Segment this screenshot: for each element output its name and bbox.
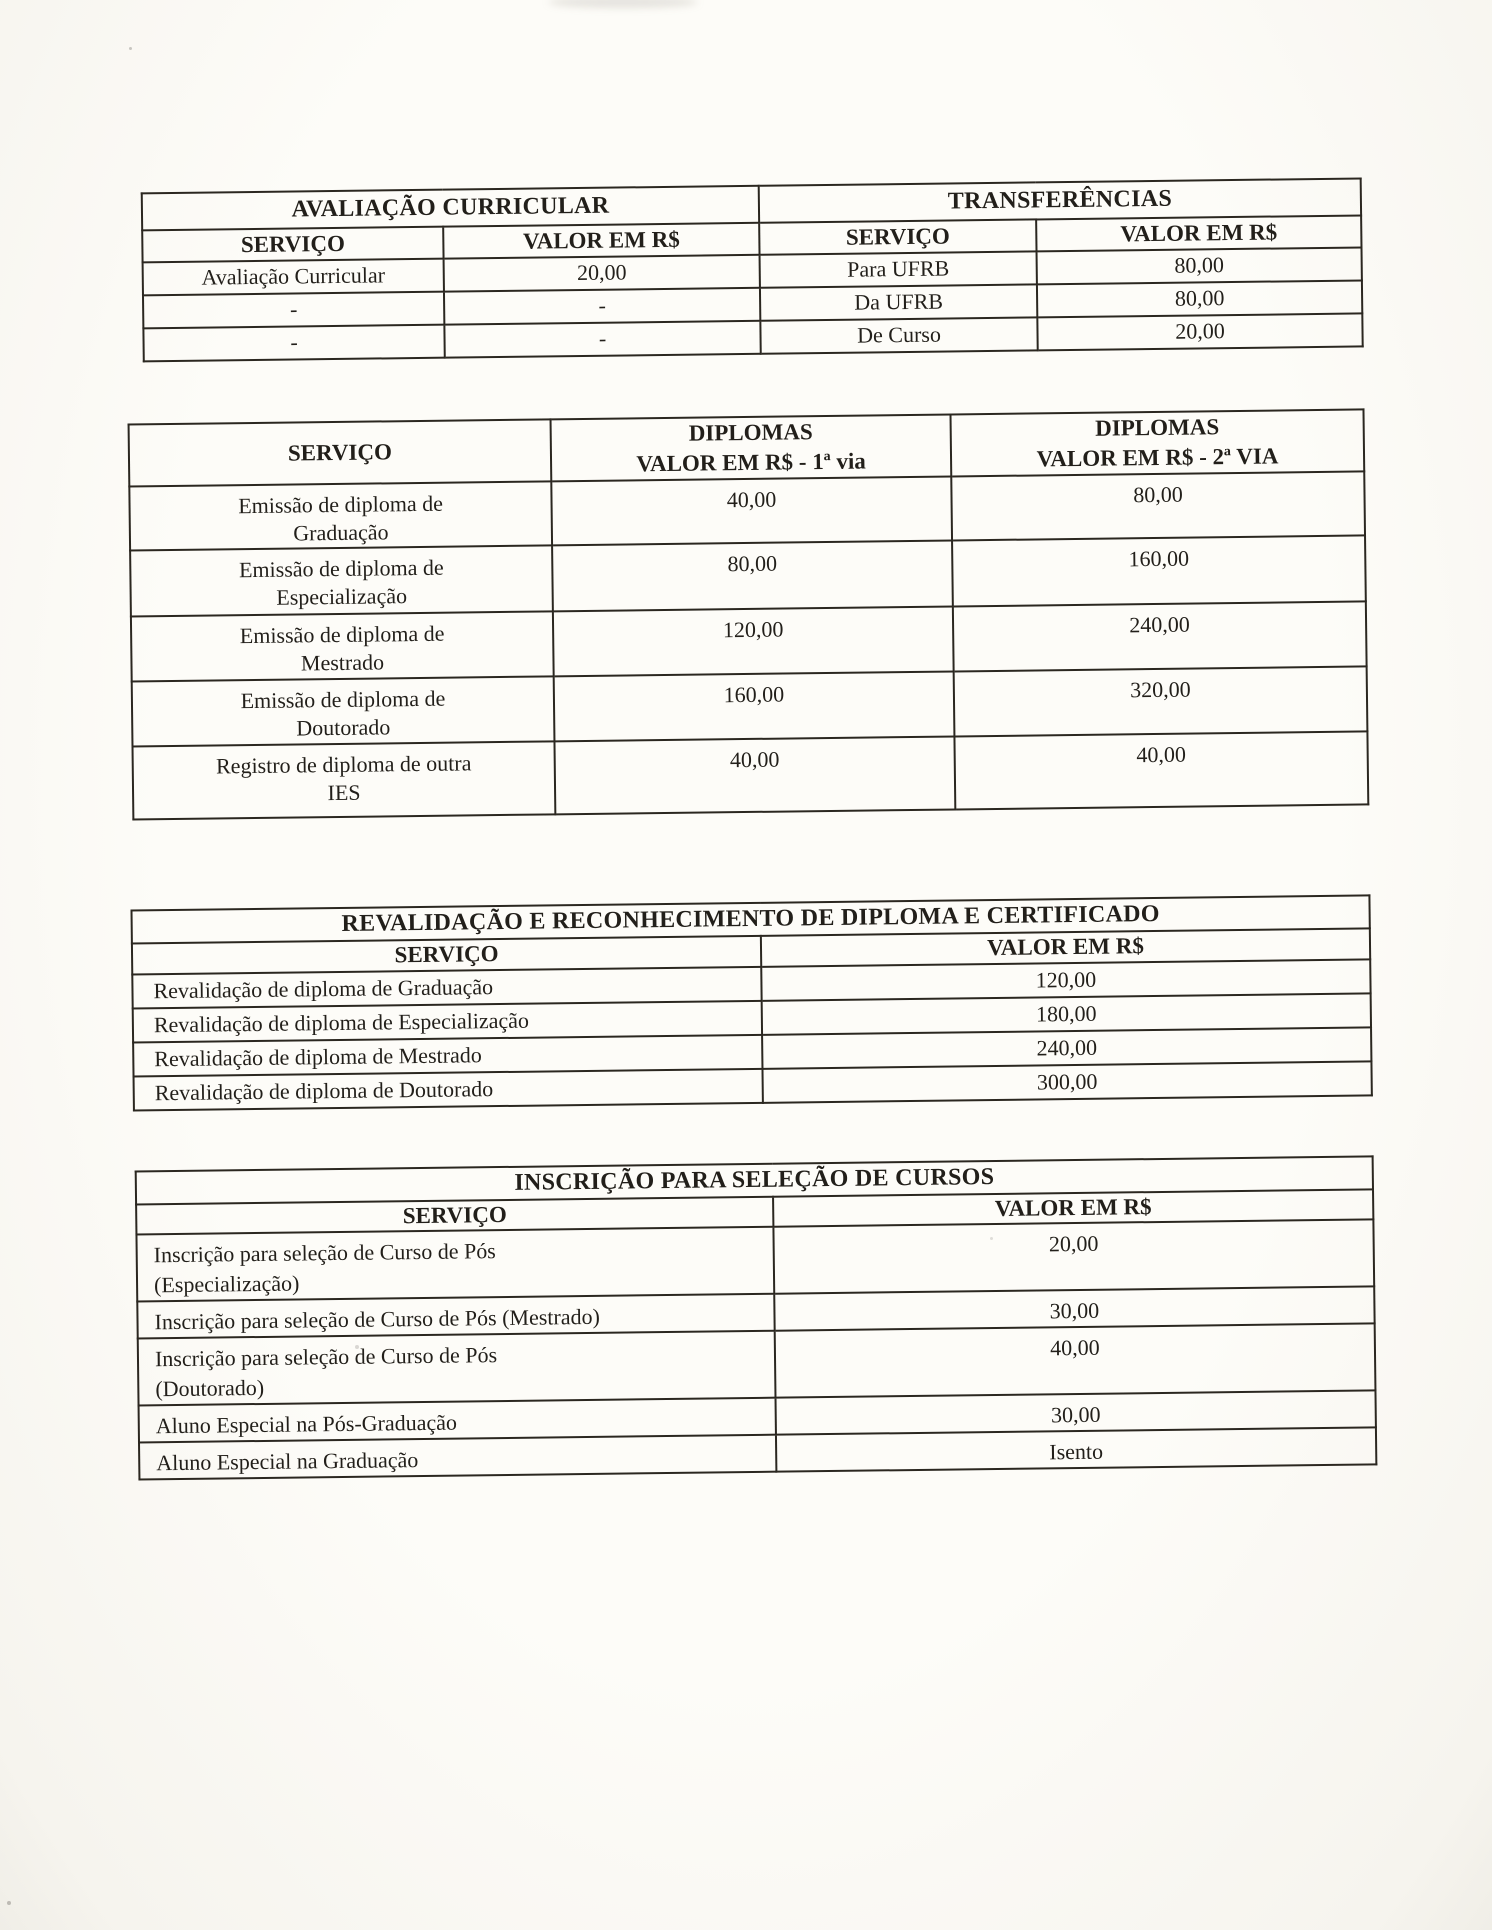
t4-header-valor: VALOR EM R$ bbox=[773, 1189, 1373, 1226]
service-cell: Revalidação de diploma de Especialização bbox=[133, 1001, 762, 1043]
value-cell: 20,00 bbox=[773, 1219, 1374, 1293]
t1-header-valor-left: VALOR EM R$ bbox=[443, 223, 759, 259]
t1-header-servico-left: SERVIÇO bbox=[142, 227, 443, 263]
service-line: (Especialização) bbox=[153, 1270, 300, 1298]
t4-header-servico: SERVIÇO bbox=[136, 1197, 773, 1235]
t2-header-via2-line1: DIPLOMAS bbox=[1095, 414, 1220, 441]
value-cell: - bbox=[444, 288, 760, 325]
service-line: Inscrição para seleção de Curso de Pós (Mestrado) bbox=[154, 1303, 600, 1335]
diplomas-table bbox=[128, 408, 1370, 820]
value-cell: 30,00 bbox=[774, 1286, 1374, 1330]
service-line: Emissão de diploma de bbox=[238, 554, 444, 583]
service-line: Emissão de diploma de bbox=[238, 490, 444, 519]
service-cell: De Curso bbox=[760, 317, 1037, 353]
value-cell: 80,00 bbox=[1037, 280, 1362, 317]
value-cell: 80,00 bbox=[951, 471, 1365, 540]
service-cell bbox=[129, 481, 552, 550]
service-cell: - bbox=[143, 325, 444, 362]
service-line: (Doutorado) bbox=[155, 1374, 265, 1402]
service-line: Emissão de diploma de bbox=[240, 685, 446, 714]
value-cell: 40,00 bbox=[554, 736, 955, 814]
service-cell: Avaliação Curricular bbox=[143, 259, 444, 296]
value-cell: 40,00 bbox=[775, 1323, 1376, 1397]
t1-title-left: AVALIAÇÃO CURRICULAR bbox=[142, 186, 759, 231]
service-cell: Para UFRB bbox=[760, 251, 1037, 287]
service-cell bbox=[132, 676, 555, 746]
value-cell: 30,00 bbox=[776, 1390, 1376, 1434]
service-line: Registro de diploma de outra bbox=[215, 750, 472, 779]
revalidacao-table bbox=[130, 894, 1372, 1111]
service-line: Aluno Especial na Graduação bbox=[156, 1447, 419, 1476]
scan-artifact-dot bbox=[7, 1901, 11, 1905]
service-cell bbox=[132, 741, 555, 819]
t3-header-servico: SERVIÇO bbox=[132, 936, 761, 975]
t2-header-via2 bbox=[951, 409, 1365, 476]
value-cell: - bbox=[444, 321, 760, 358]
table-row bbox=[132, 731, 1368, 819]
value-cell: 240,00 bbox=[953, 601, 1367, 671]
value-cell: 20,00 bbox=[1037, 313, 1362, 350]
t2-header-via1 bbox=[551, 414, 952, 481]
value-cell: 160,00 bbox=[952, 535, 1366, 606]
service-line: Emissão de diploma de bbox=[239, 620, 445, 649]
t3-header-valor: VALOR EM R$ bbox=[761, 928, 1370, 966]
service-cell: Revalidação de diploma de Graduação bbox=[132, 967, 761, 1009]
value-cell: 120,00 bbox=[553, 606, 954, 676]
service-line: Graduação bbox=[293, 519, 389, 546]
service-line: IES bbox=[327, 779, 361, 806]
service-line: Inscrição para seleção de Curso de Pós bbox=[153, 1238, 496, 1268]
service-cell: Da UFRB bbox=[760, 284, 1037, 320]
value-cell: 40,00 bbox=[551, 476, 952, 545]
service-cell bbox=[136, 1227, 774, 1302]
t1-header-servico-right: SERVIÇO bbox=[759, 219, 1036, 254]
avaliacao-transferencias-table bbox=[141, 177, 1364, 362]
t1-header-valor-right: VALOR EM R$ bbox=[1036, 215, 1361, 251]
value-cell: 180,00 bbox=[762, 993, 1371, 1034]
service-cell: - bbox=[143, 292, 444, 329]
service-line: Inscrição para seleção de Curso de Pós bbox=[154, 1342, 498, 1372]
t2-header-servico: SERVIÇO bbox=[129, 419, 552, 486]
service-cell bbox=[131, 611, 554, 681]
service-line: Doutorado bbox=[296, 714, 391, 741]
value-cell: 80,00 bbox=[1037, 247, 1362, 284]
value-cell: 20,00 bbox=[444, 255, 760, 292]
value-cell: 80,00 bbox=[552, 540, 953, 611]
service-line: Aluno Especial na Pós-Graduação bbox=[155, 1409, 458, 1439]
service-line: Mestrado bbox=[300, 649, 385, 676]
t2-header-via1-line1: DIPLOMAS bbox=[688, 419, 813, 446]
value-cell: 320,00 bbox=[954, 666, 1368, 736]
service-cell bbox=[130, 545, 553, 616]
inscricao-selecao-table bbox=[135, 1155, 1378, 1480]
t2-header-via2-line2: VALOR EM R$ - 2ª VIA bbox=[1036, 443, 1279, 472]
value-cell: 300,00 bbox=[762, 1061, 1371, 1102]
service-cell bbox=[138, 1331, 776, 1406]
service-cell: Revalidação de diploma de Doutorado bbox=[134, 1069, 763, 1111]
value-cell: 240,00 bbox=[762, 1027, 1371, 1068]
t2-header-via1-line2: VALOR EM R$ - 1ª via bbox=[636, 448, 866, 477]
value-cell: 40,00 bbox=[954, 731, 1368, 809]
t1-title-right: TRANSFERÊNCIAS bbox=[759, 178, 1361, 222]
t4-title: INSCRIÇÃO PARA SELEÇÃO DE CURSOS bbox=[136, 1156, 1373, 1204]
service-cell bbox=[139, 1435, 776, 1480]
service-line: Especialização bbox=[276, 583, 408, 610]
service-cell: Revalidação de diploma de Mestrado bbox=[133, 1035, 762, 1077]
t3-title: REVALIDAÇÃO E RECONHECIMENTO DE DIPLOMA E CERTIFICADO bbox=[132, 895, 1370, 943]
value-cell: 160,00 bbox=[554, 671, 955, 741]
value-cell: Isento bbox=[776, 1427, 1376, 1471]
value-cell: 120,00 bbox=[761, 959, 1370, 1000]
